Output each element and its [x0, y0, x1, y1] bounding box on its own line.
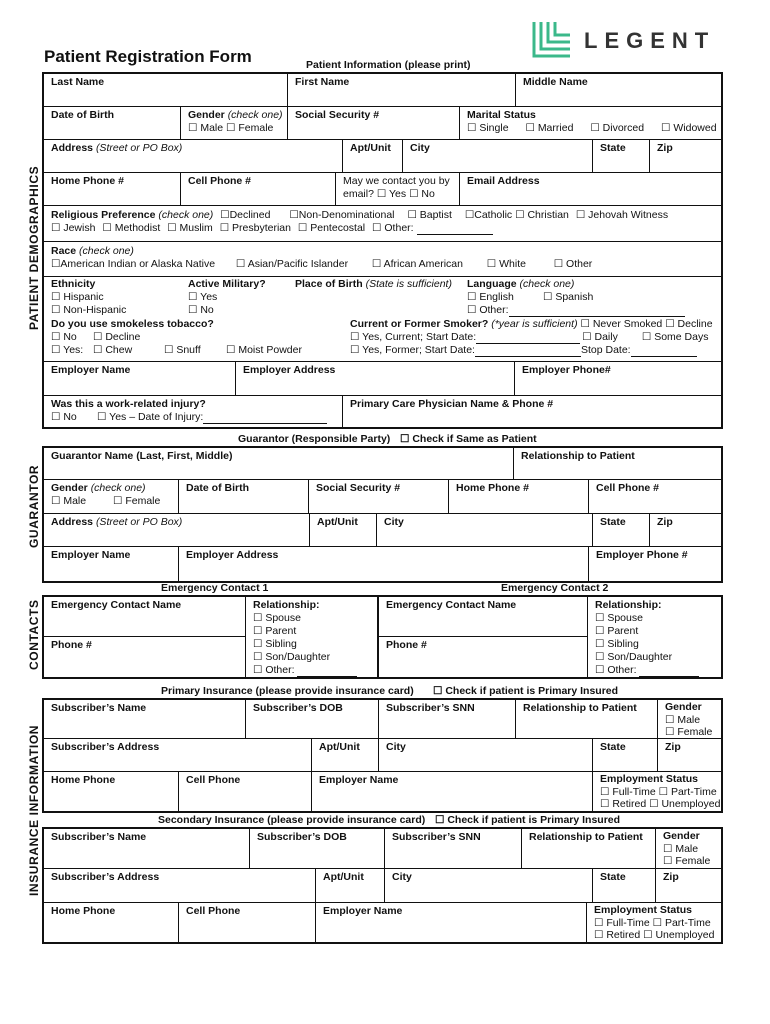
smokeless-chew[interactable]: ☐ Chew [93, 344, 133, 356]
primary-relationship-label: Relationship to Patient [523, 702, 637, 714]
pcp-field[interactable] [343, 396, 721, 427]
religion-jewish[interactable]: ☐ Jewish [51, 222, 96, 234]
marital-status-field [460, 107, 721, 140]
primary-subscriber-ssn-label: Subscriber’s SNN [386, 702, 475, 714]
secondary-insured-checkbox[interactable]: ☐ Check if patient is Primary Insured [435, 814, 621, 826]
cell-phone-field[interactable] [181, 173, 336, 206]
birth-place-label: Place of Birth [295, 278, 363, 290]
stop-date-label: Stop Date: [580, 344, 631, 356]
gender-field [181, 107, 288, 140]
ec2-parent-checkbox[interactable]: ☐ Parent [595, 625, 639, 637]
religion-field: Religious Preference (check one) ☐Declined ☐Non-Denominational ☐ Baptist ☐Catholic ☐ Christian ☐ Jehovah Witness ☐ Jewish ☐ Methodist ☐ Muslim ☐ Presbyterian ☐ Pentecostal ☐ Other: [44, 206, 721, 242]
secondary-apt-field[interactable] [316, 869, 385, 903]
race-label: Race [51, 245, 77, 257]
race-african[interactable]: ☐ African American [371, 258, 463, 270]
guarantor-ssn-field[interactable] [309, 480, 449, 514]
work-injury-label: Was this a work-related injury? [51, 398, 206, 410]
guarantor-cell-phone-field[interactable] [589, 480, 721, 514]
guarantor-ssn-label: Social Security # [316, 482, 401, 494]
home-phone-field[interactable] [44, 173, 181, 206]
smokeless-field [44, 317, 343, 362]
primary-retired-checkbox[interactable]: ☐ Retired [600, 798, 647, 810]
primary-subscriber-address-field[interactable] [44, 739, 312, 772]
religion-declined[interactable]: ☐Declined [220, 209, 271, 221]
primary-insurance-title: Primary Insurance (please provide insurance card) [161, 685, 414, 697]
smoker-field [343, 317, 721, 362]
guarantor-employer-field[interactable] [44, 547, 179, 581]
injury-yes-checkbox[interactable]: ☐ Yes – Date of Injury: [97, 411, 204, 423]
smoker-hint: (*year is sufficient) [491, 318, 578, 330]
primary-apt-label: Apt/Unit [319, 741, 360, 753]
contacts-section [42, 595, 723, 679]
non-hispanic-checkbox[interactable]: ☐ Non-Hispanic [51, 304, 127, 316]
smokeless-yes[interactable]: ☐ Yes: [51, 344, 84, 356]
side-label-guarantor: GUARANTOR [27, 464, 41, 548]
ec1-name-label: Emergency Contact Name [51, 599, 182, 611]
religion-catholic[interactable]: ☐Catholic [464, 209, 513, 221]
secondary-city-label: City [392, 871, 412, 883]
religion-label: Religious Preference [51, 209, 156, 221]
secondary-employer-field[interactable] [316, 903, 587, 942]
guarantor-address-label: Address [51, 516, 94, 528]
secondary-gender-field [656, 829, 721, 869]
primary-zip-label: Zip [665, 741, 681, 753]
ec1-relationship-field [246, 597, 379, 677]
ec2-name-label: Emergency Contact Name [386, 599, 517, 611]
guarantor-same-checkbox[interactable]: ☐ Check if Same as Patient [400, 433, 537, 445]
employer-address-label: Employer Address [243, 364, 336, 376]
ec1-sibling-checkbox[interactable]: ☐ Sibling [253, 638, 297, 650]
ec1-relationship-label: Relationship: [253, 599, 320, 611]
smokeless-decline[interactable]: ☐ Decline [93, 331, 141, 343]
race-white[interactable]: ☐ White [486, 258, 526, 270]
ec2-name-field[interactable] [379, 597, 588, 637]
spanish-checkbox[interactable]: ☐ Spanish [543, 291, 594, 303]
smoker-label: Current or Former Smoker? [350, 318, 489, 330]
primary-home-phone-field[interactable] [44, 772, 179, 811]
secondary-subscriber-address-label: Subscriber’s Address [51, 871, 160, 883]
logo-text: LEGENT [584, 28, 716, 53]
primary-insured-checkbox[interactable]: ☐ Check if patient is Primary Insured [433, 685, 619, 697]
secondary-male-checkbox[interactable]: ☐ Male [663, 842, 699, 855]
guarantor-name-field[interactable] [44, 448, 514, 480]
ec2-phone-field[interactable] [379, 637, 588, 677]
ethnicity-label: Ethnicity [51, 278, 96, 290]
guarantor-apt-label: Apt/Unit [317, 516, 358, 528]
guarantor-section [42, 446, 723, 583]
guarantor-female-checkbox[interactable]: ☐ Female [113, 495, 161, 507]
smokeless-snuff[interactable]: ☐ Snuff [164, 344, 201, 356]
daily-checkbox[interactable]: ☐ Daily [582, 331, 618, 343]
birth-place-hint: (State is sufficient) [365, 278, 452, 290]
smokeless-label: Do you use smokeless tobacco? [51, 318, 214, 330]
primary-employer-label: Employer Name [319, 774, 399, 786]
email-label: Email Address [467, 175, 540, 187]
state-label: State [600, 142, 626, 154]
secondary-subscriber-ssn-field[interactable] [385, 829, 522, 869]
city-label: City [410, 142, 430, 154]
primary-employment-status-label: Employment Status [600, 773, 699, 785]
dob-field[interactable] [44, 107, 181, 140]
smokeless-moist[interactable]: ☐ Moist Powder [226, 344, 302, 356]
guarantor-apt-field[interactable] [310, 514, 377, 547]
guarantor-home-phone-label: Home Phone # [456, 482, 529, 494]
hispanic-checkbox[interactable]: ☐ Hispanic [51, 291, 104, 303]
apt-field[interactable] [343, 140, 403, 173]
guarantor-state-field[interactable] [593, 514, 650, 547]
ec1-son-daughter-checkbox[interactable]: ☐ Son/Daughter [253, 651, 331, 663]
guarantor-gender-field: Gender (check one) ☐ Male ☐ Female [44, 480, 179, 514]
email-yes-checkbox[interactable]: ☐ Yes [376, 188, 407, 200]
primary-subscriber-dob-field[interactable] [246, 700, 379, 739]
secondary-employment-status-field [587, 903, 721, 942]
guarantor-relationship-field[interactable] [514, 448, 721, 480]
guarantor-state-label: State [600, 516, 626, 528]
side-label-contacts: CONTACTS [27, 599, 41, 670]
guarantor-employer-phone-field[interactable] [589, 547, 721, 581]
birth-place-field[interactable] [288, 277, 460, 317]
primary-subscriber-name-field[interactable] [44, 700, 246, 739]
ec2-other-checkbox[interactable]: ☐ Other: [595, 664, 721, 677]
employer-name-field[interactable] [44, 362, 236, 396]
secondary-female-checkbox[interactable]: ☐ Female [663, 855, 711, 867]
religion-presbyterian[interactable]: ☐ Presbyterian [219, 222, 291, 234]
employer-name-label: Employer Name [51, 364, 131, 376]
ssn-label: Social Security # [295, 109, 380, 121]
address-field[interactable] [44, 140, 343, 173]
ec2-relationship-field [588, 597, 721, 677]
widowed-checkbox[interactable]: ☐ Widowed [661, 122, 717, 134]
ec1-spouse-checkbox[interactable]: ☐ Spouse [253, 612, 301, 624]
single-checkbox[interactable]: ☐ Single [467, 122, 509, 134]
first-name-label: First Name [295, 76, 350, 88]
military-yes-checkbox[interactable]: ☐ Yes [188, 291, 218, 303]
guarantor-employer-label: Employer Name [51, 549, 131, 561]
gender-label: Gender [188, 109, 225, 121]
marital-status-label: Marital Status [467, 109, 536, 121]
secondary-gender-label: Gender [663, 830, 700, 842]
primary-apt-field[interactable] [312, 739, 379, 772]
home-phone-label: Home Phone # [51, 175, 124, 187]
secondary-state-label: State [600, 871, 626, 883]
secondary-subscriber-dob-label: Subscriber’s DOB [257, 831, 347, 843]
email-consent-label: May we contact you by [343, 175, 450, 187]
secondary-city-field[interactable] [385, 869, 593, 903]
address-hint: (Street or PO Box) [95, 142, 183, 154]
ec2-sibling-checkbox[interactable]: ☐ Sibling [595, 638, 639, 650]
primary-unemployed-checkbox[interactable]: ☐ Unemployed [649, 798, 721, 810]
primary-home-phone-label: Home Phone [51, 774, 116, 786]
secondary-apt-label: Apt/Unit [323, 871, 364, 883]
secondary-subscriber-name-label: Subscriber’s Name [51, 831, 147, 843]
primary-state-field[interactable] [593, 739, 658, 772]
dob-label: Date of Birth [51, 109, 114, 121]
first-name-field[interactable] [288, 74, 516, 107]
guarantor-employer-address-field[interactable] [179, 547, 589, 581]
secondary-insurance-section [42, 827, 723, 944]
religion-other[interactable]: ☐ Other: [372, 222, 492, 234]
zip-label: Zip [657, 142, 673, 154]
secondary-part-time-checkbox[interactable]: ☐ Part-Time [652, 916, 711, 929]
secondary-state-field[interactable] [593, 869, 656, 903]
language-field: Language (check one) ☐ English ☐ Spanish ☐ Other: [460, 277, 721, 317]
patient-info-title: Patient Information (please print) [306, 59, 471, 71]
secondary-cell-phone-label: Cell Phone [186, 905, 241, 917]
secondary-cell-phone-field[interactable] [179, 903, 316, 942]
some-days-checkbox[interactable]: ☐ Some Days [641, 331, 709, 343]
ethnicity-field [44, 277, 181, 317]
religion-jehovah[interactable]: ☐ Jehovah Witness [575, 209, 669, 221]
guarantor-cell-phone-label: Cell Phone # [596, 482, 660, 494]
ec2-son-daughter-checkbox[interactable]: ☐ Son/Daughter [595, 651, 673, 663]
last-name-field[interactable] [44, 74, 288, 107]
state-field[interactable] [593, 140, 650, 173]
guarantor-name-label: Guarantor Name (Last, First, Middle) [51, 450, 233, 462]
guarantor-employer-address-label: Employer Address [186, 549, 279, 561]
employer-phone-label: Employer Phone# [522, 364, 611, 376]
ec2-relationship-label: Relationship: [595, 599, 662, 611]
divorced-checkbox[interactable]: ☐ Divorced [590, 122, 645, 134]
secondary-home-phone-field[interactable] [44, 903, 179, 942]
current-smoker-checkbox[interactable]: ☐ Yes, Current; Start Date: [350, 331, 477, 343]
primary-employment-status-field [593, 772, 721, 811]
secondary-employer-label: Employer Name [323, 905, 403, 917]
military-no-checkbox[interactable]: ☐ No [188, 304, 214, 316]
guarantor-relationship-label: Relationship to Patient [521, 450, 635, 462]
primary-gender-field [658, 700, 721, 739]
secondary-zip-field[interactable] [656, 869, 721, 903]
guarantor-home-phone-field[interactable] [449, 480, 589, 514]
secondary-full-time-checkbox[interactable]: ☐ Full-Time [594, 916, 650, 929]
primary-subscriber-name-label: Subscriber’s Name [51, 702, 147, 714]
injury-no-checkbox[interactable]: ☐ No [51, 411, 77, 423]
secondary-home-phone-label: Home Phone [51, 905, 116, 917]
guarantor-city-field[interactable] [377, 514, 593, 547]
race-asian[interactable]: ☐ Asian/Pacific Islander [235, 258, 349, 270]
apt-label: Apt/Unit [350, 142, 391, 154]
email-no-checkbox[interactable]: ☐ No [409, 188, 435, 200]
email-consent-field: May we contact you by email? ☐ Yes ☐ No [336, 173, 460, 206]
gender-hint: (check one) [227, 109, 283, 121]
primary-relationship-field[interactable] [516, 700, 658, 739]
work-injury-field [44, 396, 343, 427]
religion-baptist[interactable]: ☐ Baptist [407, 209, 452, 221]
religion-muslim[interactable]: ☐ Muslim [167, 222, 213, 234]
legent-logo-icon [530, 20, 578, 62]
primary-full-time-checkbox[interactable]: ☐ Full-Time [600, 785, 656, 798]
military-field [181, 277, 288, 317]
middle-name-label: Middle Name [523, 76, 588, 88]
primary-insurance-section [42, 698, 723, 813]
legent-logo [530, 20, 720, 62]
ec1-phone-label: Phone # [51, 639, 92, 651]
last-name-label: Last Name [51, 76, 105, 88]
zip-field[interactable] [650, 140, 721, 173]
guarantor-gender-label: Gender [51, 482, 88, 494]
secondary-subscriber-address-field[interactable] [44, 869, 316, 903]
secondary-insurance-title: Secondary Insurance (please provide insurance card) [158, 814, 426, 826]
address-label: Address [51, 142, 94, 154]
primary-cell-phone-label: Cell Phone [186, 774, 241, 786]
secondary-employment-status-label: Employment Status [594, 904, 693, 916]
primary-subscriber-address-label: Subscriber’s Address [51, 741, 160, 753]
ec1-parent-checkbox[interactable]: ☐ Parent [253, 625, 297, 637]
secondary-subscriber-ssn-label: Subscriber’s SNN [392, 831, 481, 843]
male-checkbox[interactable]: ☐ Male [188, 122, 224, 134]
secondary-unemployed-checkbox[interactable]: ☐ Unemployed [643, 929, 715, 941]
primary-gender-label: Gender [665, 701, 702, 713]
military-label: Active Military? [188, 278, 266, 290]
city-field[interactable] [403, 140, 593, 173]
english-checkbox[interactable]: ☐ English [467, 291, 514, 303]
pcp-label: Primary Care Physician Name & Phone # [350, 398, 554, 410]
primary-employer-field[interactable] [312, 772, 593, 811]
secondary-relationship-label: Relationship to Patient [529, 831, 643, 843]
form-title: Patient Registration Form [44, 47, 252, 66]
primary-zip-field[interactable] [658, 739, 721, 772]
religion-pentecostal[interactable]: ☐ Pentecostal [297, 222, 366, 234]
ec1-name-field[interactable] [44, 597, 246, 637]
primary-city-label: City [386, 741, 406, 753]
smokeless-no[interactable]: ☐ No [51, 331, 77, 343]
ec2-phone-label: Phone # [386, 639, 427, 651]
primary-subscriber-ssn-field[interactable] [379, 700, 516, 739]
secondary-retired-checkbox[interactable]: ☐ Retired [594, 929, 641, 941]
secondary-subscriber-dob-field[interactable] [250, 829, 385, 869]
language-label: Language [467, 278, 517, 290]
religion-methodist[interactable]: ☐ Methodist [102, 222, 161, 234]
ec1-phone-field[interactable] [44, 637, 246, 677]
guarantor-male-checkbox[interactable]: ☐ Male [51, 495, 87, 507]
guarantor-dob-label: Date of Birth [186, 482, 249, 494]
emergency-contact-2-title: Emergency Contact 2 [501, 582, 609, 594]
middle-name-field[interactable] [516, 74, 721, 107]
never-smoked-checkbox[interactable]: ☐ Never Smoked [580, 318, 663, 330]
side-label-insurance: INSURANCE INFORMATION [27, 724, 41, 896]
primary-male-checkbox[interactable]: ☐ Male [665, 713, 701, 726]
emergency-contact-1-title: Emergency Contact 1 [161, 582, 269, 594]
primary-city-field[interactable] [379, 739, 593, 772]
primary-female-checkbox[interactable]: ☐ Female [665, 726, 713, 738]
race-american-indian[interactable]: ☐American Indian or Alaska Native [51, 258, 216, 270]
religion-non-denom[interactable]: ☐Non-Denominational [289, 209, 395, 221]
secondary-zip-label: Zip [663, 871, 679, 883]
guarantor-zip-label: Zip [657, 516, 673, 528]
race-other[interactable]: ☐ Other [553, 258, 593, 270]
guarantor-zip-field[interactable] [650, 514, 721, 547]
married-checkbox[interactable]: ☐ Married [525, 122, 574, 134]
ssn-field[interactable] [288, 107, 460, 140]
primary-subscriber-dob-label: Subscriber’s DOB [253, 702, 343, 714]
language-other-checkbox[interactable]: ☐ Other: [467, 304, 721, 317]
religion-christian[interactable]: ☐ Christian [515, 209, 569, 221]
guarantor-city-label: City [384, 516, 404, 528]
ec2-spouse-checkbox[interactable]: ☐ Spouse [595, 612, 643, 624]
guarantor-dob-field[interactable] [179, 480, 309, 514]
race-field: Race (check one) ☐American Indian or Alaska Native ☐ Asian/Pacific Islander ☐ African American ☐ White ☐ Other [44, 242, 721, 277]
email-field[interactable] [460, 173, 721, 206]
primary-part-time-checkbox[interactable]: ☐ Part-Time [658, 785, 717, 798]
female-checkbox[interactable]: ☐ Female [226, 122, 274, 134]
ec1-other-checkbox[interactable]: ☐ Other: [253, 664, 377, 677]
side-label-demographics: PATIENT DEMOGRAPHICS [27, 165, 41, 330]
primary-state-label: State [600, 741, 626, 753]
demographics-section [42, 72, 723, 429]
guarantor-address-field[interactable]: Address (Street or PO Box) [44, 514, 310, 547]
cell-phone-label: Cell Phone # [188, 175, 252, 187]
guarantor-employer-phone-label: Employer Phone # [596, 549, 688, 561]
guarantor-title: Guarantor (Responsible Party) [238, 433, 391, 445]
secondary-relationship-field[interactable] [522, 829, 656, 869]
secondary-subscriber-name-field[interactable] [44, 829, 250, 869]
employer-phone-field[interactable] [515, 362, 721, 396]
former-smoker-checkbox[interactable]: ☐ Yes, Former; Start Date: [350, 344, 475, 356]
smoker-decline-checkbox[interactable]: ☐ Decline [665, 318, 713, 330]
employer-address-field[interactable] [236, 362, 515, 396]
primary-cell-phone-field[interactable] [179, 772, 312, 811]
